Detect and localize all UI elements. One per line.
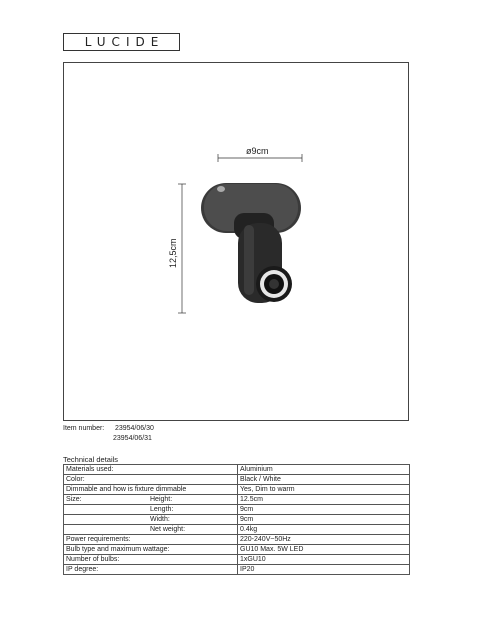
spec-label <box>64 505 238 515</box>
spec-label: Power requirements: <box>64 535 238 545</box>
spec-label: Materials used: <box>64 465 238 475</box>
item-number-label: Item number: <box>63 425 105 432</box>
spec-label: IP degree: <box>64 565 238 575</box>
spec-label: Dimmable and how is fixture dimmable <box>64 485 238 495</box>
item-number-block <box>63 424 154 444</box>
spec-sublabel: Width: <box>150 516 170 523</box>
item-number-value: 23954/06/31 <box>113 435 152 442</box>
product-drawing-frame <box>63 62 409 421</box>
table-row <box>64 535 410 545</box>
spec-value: 1xGU10 <box>238 555 410 565</box>
spec-value: Aluminium <box>238 465 410 475</box>
spec-sublabel: Height: <box>150 496 173 503</box>
table-row <box>64 485 410 495</box>
product-drawing <box>64 63 410 422</box>
spec-value: 9cm <box>238 505 410 515</box>
spec-value: Yes, Dim to warm <box>238 485 410 495</box>
spec-value: Black / White <box>238 475 410 485</box>
spec-label: Bulb type and maximum wattage: <box>64 545 238 555</box>
height-dimension <box>168 184 186 313</box>
spec-label <box>64 515 238 525</box>
spec-label: Size: Height: <box>64 495 238 505</box>
spec-label: Number of bulbs: <box>64 555 238 565</box>
spotlight-body <box>238 223 292 303</box>
table-row <box>64 495 410 505</box>
item-number-value: 23954/06/30 <box>114 425 154 432</box>
height-label: 12,5cm <box>168 238 178 268</box>
technical-details-table <box>63 464 410 575</box>
spec-value: 12.5cm <box>238 495 410 505</box>
spec-sublabel: Net weight: <box>150 526 186 533</box>
diameter-label: ø9cm <box>246 146 269 156</box>
spec-value: GU10 Max. 5W LED <box>238 545 410 555</box>
table-row <box>64 505 410 515</box>
table-row <box>64 465 410 475</box>
spec-value: 0.4kg <box>238 525 410 535</box>
brand-logo <box>63 33 180 51</box>
table-row <box>64 545 410 555</box>
spec-label <box>64 525 238 535</box>
technical-details-title: Technical details <box>63 455 119 464</box>
table-row <box>64 475 410 485</box>
diameter-dimension <box>218 146 302 162</box>
table-row <box>64 525 410 535</box>
table-row <box>64 565 410 575</box>
table-row <box>64 515 410 525</box>
table-row <box>64 555 410 565</box>
brand-logo-text: LUCIDE <box>84 35 165 49</box>
spec-label: Color: <box>64 475 238 485</box>
spec-value: 220-240V~50Hz <box>238 535 410 545</box>
spec-sublabel: Length: <box>150 506 174 513</box>
spec-value: 9cm <box>238 515 410 525</box>
spec-value: IP20 <box>238 565 410 575</box>
